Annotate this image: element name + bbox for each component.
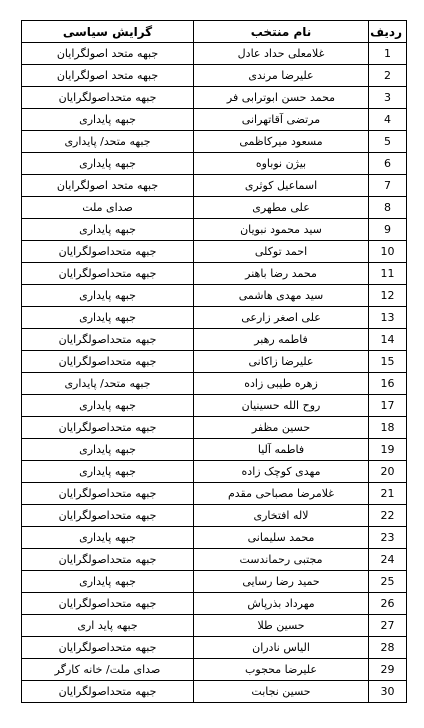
table-row bbox=[22, 395, 407, 417]
political-affiliation: جبهه متحد اصولگرایان bbox=[22, 43, 194, 65]
member-name: حسین طلا bbox=[194, 615, 369, 637]
member-name: زهره طیبی زاده bbox=[194, 373, 369, 395]
member-name: محمد رضا باهنر bbox=[194, 263, 369, 285]
row-number: 21 bbox=[369, 483, 407, 505]
row-number: 11 bbox=[369, 263, 407, 285]
member-name: حمید رضا رسایی bbox=[194, 571, 369, 593]
table-row bbox=[22, 43, 407, 65]
row-number: 4 bbox=[369, 109, 407, 131]
table-row bbox=[22, 109, 407, 131]
member-name: سید مهدی هاشمی bbox=[194, 285, 369, 307]
member-name: مهرداد بذرپاش bbox=[194, 593, 369, 615]
political-affiliation: جبهه متحد اصولگرایان bbox=[22, 65, 194, 87]
row-number: 29 bbox=[369, 659, 407, 681]
political-affiliation: جبهه پایداری bbox=[22, 439, 194, 461]
table-row bbox=[22, 593, 407, 615]
row-number: 2 bbox=[369, 65, 407, 87]
member-name: مسعود میرکاظمی bbox=[194, 131, 369, 153]
political-affiliation: جبهه متحداصولگرایان bbox=[22, 549, 194, 571]
member-name: غلامعلی حداد عادل bbox=[194, 43, 369, 65]
row-number: 7 bbox=[369, 175, 407, 197]
table-row bbox=[22, 131, 407, 153]
member-name: مجتبی رحماندست bbox=[194, 549, 369, 571]
member-name: حسین نجابت bbox=[194, 681, 369, 703]
table-row bbox=[22, 329, 407, 351]
table-row bbox=[22, 615, 407, 637]
political-affiliation: جبهه متحداصولگرایان bbox=[22, 87, 194, 109]
member-name: فاطمه رهبر bbox=[194, 329, 369, 351]
political-affiliation: جبهه متحداصولگرایان bbox=[22, 329, 194, 351]
table-row bbox=[22, 681, 407, 703]
member-name: علیرضا زاکانی bbox=[194, 351, 369, 373]
table-row bbox=[22, 637, 407, 659]
member-name: علی اصغر زارعی bbox=[194, 307, 369, 329]
member-name: غلامرضا مصباحی مقدم bbox=[194, 483, 369, 505]
row-number: 24 bbox=[369, 549, 407, 571]
member-name: مرتضی آقاتهرانی bbox=[194, 109, 369, 131]
member-name: محمد حسن ابوترابی فر bbox=[194, 87, 369, 109]
row-number: 15 bbox=[369, 351, 407, 373]
political-affiliation: جبهه متحداصولگرایان bbox=[22, 593, 194, 615]
political-affiliation: جبهه پاید اری bbox=[22, 615, 194, 637]
political-affiliation: جبهه متحداصولگرایان bbox=[22, 637, 194, 659]
row-number: 5 bbox=[369, 131, 407, 153]
row-number: 9 bbox=[369, 219, 407, 241]
member-name: اسماعیل کوثری bbox=[194, 175, 369, 197]
table-row bbox=[22, 417, 407, 439]
table-row bbox=[22, 307, 407, 329]
table-row bbox=[22, 505, 407, 527]
table-row bbox=[22, 285, 407, 307]
row-number: 17 bbox=[369, 395, 407, 417]
member-name: لاله افتخاری bbox=[194, 505, 369, 527]
member-name: علیرضا مرندی bbox=[194, 65, 369, 87]
political-affiliation: جبهه متحداصولگرایان bbox=[22, 681, 194, 703]
political-affiliation: صدای ملت/ خانه کارگر bbox=[22, 659, 194, 681]
table-body bbox=[22, 43, 407, 703]
table-row bbox=[22, 483, 407, 505]
political-affiliation: جبهه پایداری bbox=[22, 109, 194, 131]
row-number: 22 bbox=[369, 505, 407, 527]
table-row bbox=[22, 549, 407, 571]
member-name: احمد توکلی bbox=[194, 241, 369, 263]
table-row bbox=[22, 241, 407, 263]
member-name: علیرضا محجوب bbox=[194, 659, 369, 681]
row-number: 18 bbox=[369, 417, 407, 439]
row-number: 12 bbox=[369, 285, 407, 307]
table-row bbox=[22, 263, 407, 285]
table-row bbox=[22, 461, 407, 483]
table-row bbox=[22, 659, 407, 681]
row-number: 8 bbox=[369, 197, 407, 219]
member-name: بیژن نوباوه bbox=[194, 153, 369, 175]
political-affiliation: جبهه متحداصولگرایان bbox=[22, 263, 194, 285]
row-number: 28 bbox=[369, 637, 407, 659]
political-affiliation: جبهه پایداری bbox=[22, 153, 194, 175]
table-row bbox=[22, 219, 407, 241]
political-affiliation: جبهه متحداصولگرایان bbox=[22, 505, 194, 527]
row-number: 25 bbox=[369, 571, 407, 593]
political-affiliation: جبهه متحد/ پایداری bbox=[22, 373, 194, 395]
table-row bbox=[22, 175, 407, 197]
table-row bbox=[22, 87, 407, 109]
row-number: 30 bbox=[369, 681, 407, 703]
row-number: 16 bbox=[369, 373, 407, 395]
row-number: 14 bbox=[369, 329, 407, 351]
political-affiliation: جبهه متحد/ پایداری bbox=[22, 131, 194, 153]
political-affiliation: جبهه متحداصولگرایان bbox=[22, 351, 194, 373]
table-row bbox=[22, 153, 407, 175]
political-affiliation: جبهه متحداصولگرایان bbox=[22, 241, 194, 263]
member-name: مهدی کوچک زاده bbox=[194, 461, 369, 483]
member-name: سید محمود نبویان bbox=[194, 219, 369, 241]
member-name: روح الله حسینیان bbox=[194, 395, 369, 417]
row-number: 10 bbox=[369, 241, 407, 263]
table-row bbox=[22, 571, 407, 593]
elected-members-table bbox=[21, 20, 407, 703]
political-affiliation: جبهه پایداری bbox=[22, 285, 194, 307]
header-party: گرایش سیاسی bbox=[22, 21, 194, 43]
political-affiliation: جبهه پایداری bbox=[22, 461, 194, 483]
header-number: ردیف bbox=[369, 21, 407, 43]
header-row bbox=[22, 21, 407, 43]
member-name: فاطمه آلیا bbox=[194, 439, 369, 461]
row-number: 13 bbox=[369, 307, 407, 329]
political-affiliation: صدای ملت bbox=[22, 197, 194, 219]
political-affiliation: جبهه متحداصولگرایان bbox=[22, 483, 194, 505]
header-name: نام منتخب bbox=[194, 21, 369, 43]
table-row bbox=[22, 351, 407, 373]
member-name: محمد سلیمانی bbox=[194, 527, 369, 549]
row-number: 27 bbox=[369, 615, 407, 637]
row-number: 19 bbox=[369, 439, 407, 461]
political-affiliation: جبهه پایداری bbox=[22, 307, 194, 329]
table-row bbox=[22, 65, 407, 87]
political-affiliation: جبهه متحداصولگرایان bbox=[22, 417, 194, 439]
political-affiliation: جبهه پایداری bbox=[22, 395, 194, 417]
political-affiliation: جبهه پایداری bbox=[22, 219, 194, 241]
row-number: 6 bbox=[369, 153, 407, 175]
row-number: 20 bbox=[369, 461, 407, 483]
row-number: 1 bbox=[369, 43, 407, 65]
political-affiliation: جبهه پایداری bbox=[22, 571, 194, 593]
row-number: 3 bbox=[369, 87, 407, 109]
member-name: الیاس نادران bbox=[194, 637, 369, 659]
row-number: 26 bbox=[369, 593, 407, 615]
member-name: حسین مظفر bbox=[194, 417, 369, 439]
table-row bbox=[22, 373, 407, 395]
table-row bbox=[22, 439, 407, 461]
table-row bbox=[22, 197, 407, 219]
member-name: علی مطهری bbox=[194, 197, 369, 219]
political-affiliation: جبهه متحد اصولگرایان bbox=[22, 175, 194, 197]
table-row bbox=[22, 527, 407, 549]
row-number: 23 bbox=[369, 527, 407, 549]
political-affiliation: جبهه پایداری bbox=[22, 527, 194, 549]
